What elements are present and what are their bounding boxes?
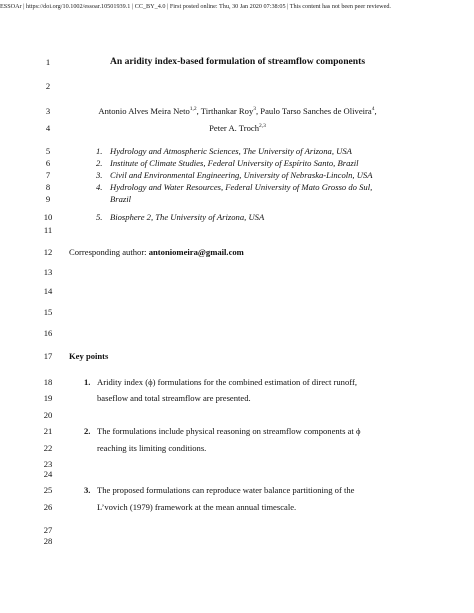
line-number: 3 <box>45 106 51 116</box>
key-point-text: Aridity index (ϕ) formulations for the combined estimation of direct runoff, <box>97 377 357 387</box>
key-point-text: baseflow and total streamflow are presented. <box>97 393 251 403</box>
author-name: , Tirthankar Roy <box>196 106 254 116</box>
affiliation-number: 2. <box>96 158 103 168</box>
line-number: 5 <box>45 146 51 156</box>
line-number: 15 <box>43 307 53 317</box>
line-number: 2 <box>45 81 51 91</box>
author-name: Antonio Alves Meira Neto <box>98 106 190 116</box>
author-affiliation-mark: 1,2 <box>189 106 197 113</box>
line-number: 16 <box>43 328 53 338</box>
author-line <box>60 123 415 133</box>
key-point-number: 2. <box>84 426 91 436</box>
affiliation-text: Brazil <box>110 194 132 204</box>
paper-title: An aridity index-based formulation of streamflow components <box>109 56 366 67</box>
line-number: 10 <box>43 212 53 222</box>
line-number: 28 <box>43 536 53 546</box>
author-name: , Paulo Tarso Sanches de Oliveira <box>256 106 372 116</box>
line-number: 6 <box>45 158 51 168</box>
affiliation-text: Hydrology and Atmospheric Sciences, The University of Arizona, USA <box>110 146 352 156</box>
affiliation-number: 3. <box>96 170 103 180</box>
affiliation-text: Civil and Environmental Engineering, University of Nebraska-Lincoln, USA <box>110 170 373 180</box>
affiliation-text: Hydrology and Water Resources, Federal University of Mato Grosso do Sul, <box>110 182 373 192</box>
affiliation-number: 4. <box>96 182 103 192</box>
line-number: 20 <box>43 410 53 420</box>
line-number: 22 <box>43 443 53 453</box>
line-number: 25 <box>43 485 53 495</box>
author-name: Peter A. Troch <box>209 123 260 133</box>
line-number: 11 <box>43 225 53 235</box>
author-affiliation-mark: 4 <box>371 106 375 113</box>
key-points-heading: Key points <box>69 351 109 361</box>
corresponding-label: Corresponding author: <box>69 247 149 257</box>
line-number: 1 <box>45 57 51 67</box>
line-number: 19 <box>43 393 53 403</box>
author-separator: , <box>374 106 377 116</box>
line-number: 9 <box>45 194 51 204</box>
author-affiliation-mark: 2,3 <box>259 123 266 130</box>
line-number: 18 <box>43 377 53 387</box>
line-number: 7 <box>45 170 51 180</box>
author-affiliation-mark: 3 <box>253 106 256 113</box>
corresponding-email: antoniomeira@gmail.com <box>148 247 244 257</box>
line-number: 26 <box>43 502 53 512</box>
key-point-text: L’vovich (1979) framework at the mean annual timescale. <box>97 502 297 512</box>
line-number: 14 <box>43 286 53 296</box>
line-number: 17 <box>43 351 53 361</box>
affiliation-text: Biosphere 2, The University of Arizona, USA <box>110 212 265 222</box>
corresponding-author <box>69 247 244 257</box>
line-number: 8 <box>45 182 51 192</box>
key-point-number: 3. <box>84 485 91 495</box>
line-number: 23 <box>43 459 53 469</box>
key-point-text: reaching its limiting conditions. <box>97 443 207 453</box>
affiliation-number: 5. <box>96 212 103 222</box>
author-line <box>60 106 415 116</box>
line-number: 12 <box>43 247 53 257</box>
line-number: 13 <box>43 267 53 277</box>
preprint-banner: ESSOAr | https://doi.org/10.1002/essoar.10501939.1 | CC_BY_4.0 | First posted online: Thu, 30 Jan 2020 07:38:05 | This content has not been peer reviewed. <box>0 3 391 10</box>
key-point-number: 1. <box>84 377 91 387</box>
line-number: 21 <box>43 426 53 436</box>
key-point-text: The proposed formulations can reproduce water balance partitioning of the <box>97 485 355 495</box>
line-number: 24 <box>43 469 53 479</box>
affiliation-text: Institute of Climate Studies, Federal University of Espírito Santo, Brazil <box>110 158 359 168</box>
key-point-text: The formulations include physical reasoning on streamflow components at ϕ <box>97 426 361 436</box>
line-number: 27 <box>43 525 53 535</box>
affiliation-number: 1. <box>96 146 103 156</box>
line-number: 4 <box>45 123 51 133</box>
